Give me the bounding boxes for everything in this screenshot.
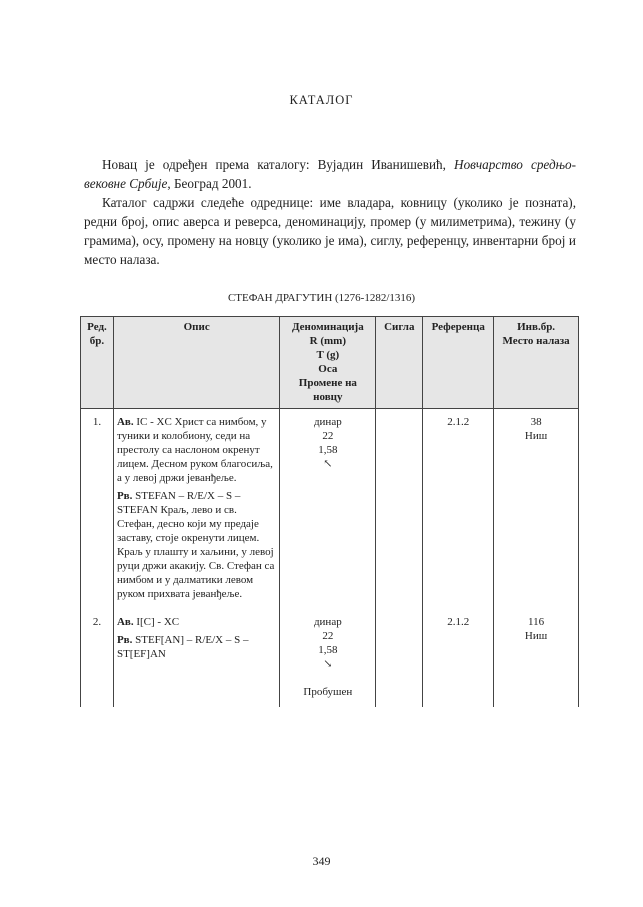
header-inv-line: Инв.бр. <box>517 321 556 333</box>
row-sigla <box>376 609 423 707</box>
header-weight-line: T (g) <box>316 349 340 361</box>
catalog-reference-title: Новчарство средњо-вековне Србије <box>84 157 576 191</box>
intro-paragraph-2: Каталог садржи следеће одреднице: име владара, ковницу (уколико је позната), редни број, опис аверса и реверса, деноминацију, промер (у милиметрима), тежину (у грамима), осу, промену на новцу (уколико је има), сиглу, референцу, инвентарни број и место налаза. <box>84 195 576 267</box>
obverse-description <box>117 415 276 485</box>
obverse-description <box>117 615 276 629</box>
page-title: КАТАЛОГ <box>289 93 354 107</box>
reverse-description <box>117 633 276 661</box>
intro-p1-before: Новац је одређен према каталогу: Вујадин Иванишевић, <box>102 157 455 172</box>
header-change-line: Промене на новцу <box>298 377 357 403</box>
intro-text <box>84 155 576 269</box>
reverse-label: Рв. <box>116 490 133 502</box>
find-place: Ниш <box>524 430 548 442</box>
diameter-value: 22 <box>322 630 334 642</box>
header-denomination <box>280 317 376 409</box>
reverse-text: STEFAN – R/E/X – S – STEFAN Краљ, лево и св. Стефан, десно који му предаје заставу, стоје окренути лицем. Краљ у плашту и хаљини, у левој руци држи акакију. Св. Стефан са нимбом и у далматики левом руком прихвата јеванђеље. <box>116 490 275 600</box>
header-diameter-line: R (mm) <box>309 335 347 347</box>
intro-p1-after: , Београд 2001. <box>167 176 252 191</box>
catalog-table <box>80 316 579 707</box>
diameter-value: 22 <box>322 430 334 442</box>
obverse-label: Ав. <box>116 416 134 428</box>
row-reference: 2.1.2 <box>423 609 494 707</box>
row-number: 2. <box>81 609 114 707</box>
row-description <box>113 609 279 707</box>
coin-change: Пробушен <box>303 686 353 698</box>
table-header-row <box>81 317 579 409</box>
inventory-number: 116 <box>528 616 545 628</box>
page-number: 349 <box>312 854 331 868</box>
obverse-text: I[C] - XC <box>133 616 180 628</box>
weight-value: 1,58 <box>318 444 338 456</box>
denomination-value: динар <box>313 416 342 428</box>
header-inventory <box>494 317 579 409</box>
reverse-label: Рв. <box>116 634 133 646</box>
row-denomination <box>280 409 376 610</box>
header-place-line: Место налаза <box>502 335 570 347</box>
header-sigla: Сигла <box>376 317 423 409</box>
header-denomination-line: Деноминација <box>291 321 364 333</box>
reverse-description <box>117 489 276 601</box>
axis-arrow-icon: ↘ <box>323 658 333 670</box>
table-row <box>81 609 579 707</box>
row-reference: 2.1.2 <box>423 409 494 610</box>
obverse-text: IC - XC Христ са нимбом, у туники и колобиону, седи на престолу са наслоном окренут лицем. Десном руком благосиља, а у левој држи јеванђеље. <box>116 416 273 484</box>
denomination-value: динар <box>313 616 342 628</box>
row-sigla <box>376 409 423 610</box>
header-description: Опис <box>113 317 279 409</box>
section-title: СТЕФАН ДРАГУТИН (1276-1282/1316) <box>227 292 416 304</box>
find-place: Ниш <box>524 630 548 642</box>
row-description <box>113 409 279 610</box>
obverse-label: Ав. <box>116 616 134 628</box>
row-denomination <box>280 609 376 707</box>
row-inventory <box>494 609 579 707</box>
header-reference: Референца <box>423 317 494 409</box>
intro-paragraph-1 <box>84 155 576 193</box>
header-axis-line: Оса <box>318 363 338 375</box>
row-number: 1. <box>81 409 114 610</box>
axis-arrow-icon: ↖ <box>323 458 333 470</box>
header-num: Ред. бр. <box>81 317 114 409</box>
reverse-text: STEF[AN] – R/E/X – S – ST[EF]AN <box>116 634 249 660</box>
row-inventory <box>494 409 579 610</box>
table-row <box>81 409 579 610</box>
weight-value: 1,58 <box>318 644 338 656</box>
inventory-number: 38 <box>530 416 542 428</box>
